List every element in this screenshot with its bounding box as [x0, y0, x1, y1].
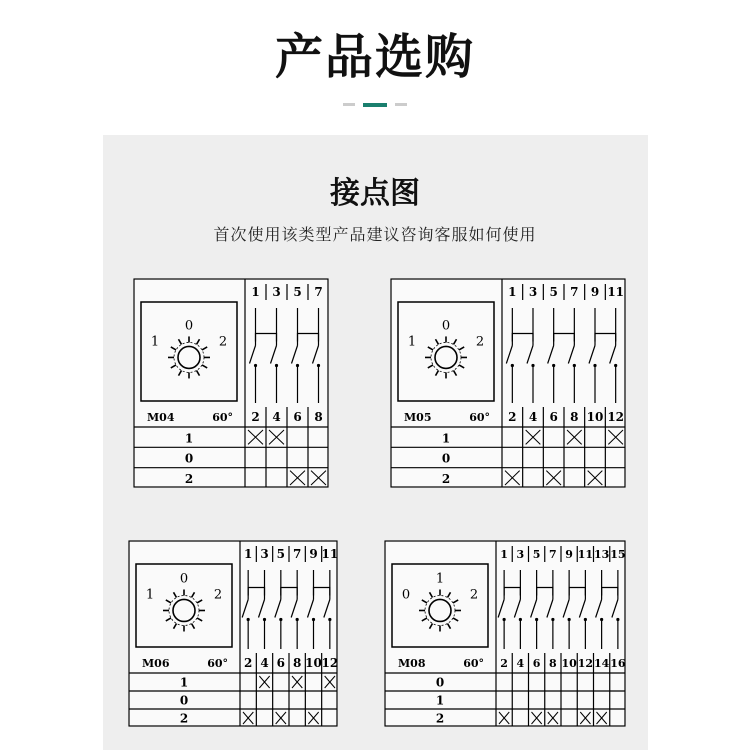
wiring-diagram-m06: [128, 540, 338, 727]
bottom-terminal-label: 4: [272, 410, 281, 424]
indicator-dot-active[interactable]: [363, 103, 387, 107]
bottom-terminal-label: 2: [251, 410, 260, 424]
diagram-border: [385, 541, 625, 726]
knob-tick: [448, 592, 451, 597]
contact-blade: [242, 600, 248, 618]
contact-blade: [531, 600, 537, 618]
knob-tick: [192, 623, 195, 628]
knob-tick: [171, 347, 176, 350]
position-label: 1: [407, 334, 417, 350]
rotary-knob: [173, 599, 195, 621]
position-label: 0: [441, 318, 451, 334]
rotary-knob: [435, 346, 457, 368]
contact-blade: [548, 346, 554, 364]
bottom-terminal-label: 16: [610, 657, 626, 670]
contact-terminal-dot: [503, 618, 506, 621]
bottom-terminal-label: 8: [570, 410, 579, 424]
contact-terminal-dot: [600, 618, 603, 621]
contact-bridge: [569, 588, 585, 596]
bottom-terminal-label: 4: [260, 656, 269, 670]
bottom-terminal-label: 14: [593, 657, 610, 670]
contact-blade: [259, 600, 265, 618]
top-terminal-label: 7: [570, 285, 579, 299]
top-terminal-label: 3: [528, 285, 538, 299]
row-label: 1: [441, 431, 451, 446]
top-terminal-label: 13: [593, 548, 610, 561]
top-terminal-label: 7: [314, 285, 323, 299]
bottom-terminal-label: 6: [549, 410, 558, 424]
dial-box: [141, 302, 237, 401]
contact-bridge: [281, 588, 297, 596]
model-label: M04: [147, 411, 175, 424]
contact-bridge: [256, 334, 277, 342]
contact-terminal-dot: [552, 364, 555, 367]
row-label: 1: [179, 675, 189, 690]
contact-terminal-dot: [275, 364, 278, 367]
knob-tick: [453, 600, 458, 603]
row-label: 2: [184, 471, 194, 486]
top-terminal-label: 9: [565, 548, 573, 561]
row-label: 2: [441, 471, 451, 486]
contact-blade: [568, 346, 574, 364]
bottom-terminal-label: 8: [549, 657, 557, 670]
bottom-terminal-label: 12: [577, 657, 594, 670]
knob-tick: [171, 365, 176, 368]
bottom-terminal-label: 6: [293, 410, 302, 424]
position-label: 1: [435, 571, 445, 587]
angle-label: 60°: [207, 657, 228, 670]
knob-tick: [166, 600, 171, 603]
contact-blade: [579, 600, 585, 618]
knob-tick: [430, 623, 433, 628]
top-terminal-label: 3: [516, 548, 525, 561]
bottom-terminal-label: 10: [586, 410, 604, 424]
contact-blade: [610, 346, 616, 364]
contact-blade: [514, 600, 520, 618]
row-label: 0: [435, 675, 445, 690]
wiring-diagram-m08: [384, 540, 626, 727]
knob-tick: [436, 370, 439, 375]
top-terminal-label: 5: [276, 547, 286, 561]
knob-tick: [197, 370, 200, 375]
knob-tick: [174, 592, 177, 597]
contact-terminal-dot: [535, 618, 538, 621]
contact-bridge: [602, 588, 618, 596]
knob-tick: [166, 618, 171, 621]
row-label: 2: [179, 711, 189, 726]
bottom-terminal-label: 6: [276, 656, 286, 670]
usage-notice: 首次使用该类型产品建议咨询客服如何使用: [213, 225, 537, 244]
top-terminal-label: 1: [500, 548, 508, 561]
bottom-terminal-label: 8: [314, 410, 323, 424]
top-terminal-label: 11: [607, 285, 625, 299]
bottom-terminal-label: 12: [321, 656, 338, 670]
contact-bridge: [314, 588, 330, 596]
contact-terminal-dot: [312, 618, 315, 621]
top-terminal-label: 3: [260, 547, 269, 561]
rotary-knob: [429, 599, 451, 621]
position-label: 0: [179, 571, 189, 587]
contact-blade: [313, 346, 319, 364]
bottom-terminal-label: 4: [528, 410, 538, 424]
knob-tick: [453, 618, 458, 621]
model-label: M08: [398, 657, 426, 670]
contact-bridge: [298, 334, 319, 342]
wiring-diagram-m04: [133, 278, 329, 488]
rotary-knob: [178, 346, 200, 368]
top-terminal-label: 15: [610, 548, 626, 561]
model-label: M06: [142, 657, 170, 670]
knob-tick: [436, 339, 439, 344]
top-terminal-label: 11: [321, 547, 338, 561]
position-label: 2: [213, 587, 223, 603]
angle-label: 60°: [212, 411, 233, 424]
position-label: 2: [218, 334, 228, 350]
knob-tick: [454, 339, 457, 344]
contact-blade: [547, 600, 553, 618]
knob-tick: [174, 623, 177, 628]
contact-terminal-dot: [263, 618, 266, 621]
contact-terminal-dot: [279, 618, 282, 621]
contact-terminal-dot: [511, 364, 514, 367]
top-terminal-label: 5: [532, 548, 541, 561]
knob-tick: [430, 592, 433, 597]
row-label: 0: [179, 693, 189, 708]
contact-blade: [527, 346, 533, 364]
contact-blade: [291, 600, 297, 618]
contact-terminal-dot: [551, 618, 554, 621]
contact-blade: [612, 600, 618, 618]
top-terminal-label: 11: [577, 548, 594, 561]
bottom-terminal-label: 4: [516, 657, 525, 670]
contact-bridge: [595, 334, 616, 342]
top-terminal-label: 5: [293, 285, 302, 299]
knob-tick: [459, 365, 464, 368]
knob-tick: [192, 592, 195, 597]
top-terminal-label: 7: [292, 547, 302, 561]
carousel-indicator: [0, 94, 750, 100]
contact-terminal-dot: [531, 364, 534, 367]
contact-terminal-dot: [568, 618, 571, 621]
wiring-diagram-m05: [390, 278, 626, 488]
contact-terminal-dot: [593, 364, 596, 367]
knob-tick: [428, 347, 433, 350]
contact-blade: [563, 600, 569, 618]
top-terminal-label: 9: [309, 547, 318, 561]
row-label: 1: [435, 693, 445, 708]
top-terminal-label: 5: [549, 285, 558, 299]
contact-terminal-dot: [317, 364, 320, 367]
knob-tick: [454, 370, 457, 375]
contact-terminal-dot: [254, 364, 257, 367]
contact-terminal-dot: [296, 364, 299, 367]
bottom-terminal-label: 10: [305, 656, 322, 670]
contact-blade: [498, 600, 504, 618]
knob-tick: [422, 618, 427, 621]
contact-blade: [292, 346, 298, 364]
contact-terminal-dot: [247, 618, 250, 621]
row-label: 2: [435, 711, 445, 726]
contact-bridge: [512, 334, 533, 342]
knob-tick: [459, 347, 464, 350]
knob-tick: [428, 365, 433, 368]
contact-terminal-dot: [296, 618, 299, 621]
bottom-terminal-label: 12: [607, 410, 625, 424]
page-title: 产品选购: [274, 29, 475, 85]
indicator-dot[interactable]: [343, 103, 355, 106]
knob-tick: [422, 600, 427, 603]
section-title: 接点图: [330, 176, 420, 211]
indicator-dot[interactable]: [395, 103, 407, 106]
row-label: 1: [184, 431, 194, 446]
contact-blade: [324, 600, 330, 618]
contact-bridge: [537, 588, 553, 596]
contact-blade: [506, 346, 512, 364]
knob-tick: [202, 365, 207, 368]
contact-blade: [589, 346, 595, 364]
contact-bridge: [504, 588, 520, 596]
bottom-terminal-label: 2: [508, 410, 517, 424]
contact-blade: [275, 600, 281, 618]
knob-tick: [197, 600, 202, 603]
contact-blade: [308, 600, 314, 618]
diagram-border: [134, 279, 328, 487]
knob-tick: [197, 339, 200, 344]
position-label: 0: [184, 318, 194, 334]
position-label: 1: [145, 587, 155, 603]
contact-blade: [271, 346, 277, 364]
contact-terminal-dot: [573, 364, 576, 367]
row-label: 0: [441, 451, 451, 466]
angle-label: 60°: [463, 657, 484, 670]
top-terminal-label: 9: [590, 285, 600, 299]
knob-tick: [179, 370, 182, 375]
row-label: 0: [184, 451, 194, 466]
position-label: 1: [150, 334, 160, 350]
bottom-terminal-label: 8: [292, 656, 302, 670]
dial-box: [398, 302, 494, 401]
contact-terminal-dot: [328, 618, 331, 621]
position-label: 0: [401, 587, 411, 603]
bottom-terminal-label: 6: [532, 657, 541, 670]
contact-terminal-dot: [584, 618, 587, 621]
bottom-terminal-label: 2: [243, 656, 253, 670]
bottom-terminal-label: 10: [561, 657, 577, 670]
position-label: 2: [475, 334, 485, 350]
diagram-border: [391, 279, 625, 487]
top-terminal-label: 1: [508, 285, 517, 299]
top-terminal-label: 7: [549, 548, 557, 561]
contact-terminal-dot: [614, 364, 617, 367]
top-terminal-label: 1: [243, 547, 253, 561]
contact-bridge: [554, 334, 575, 342]
bottom-terminal-label: 2: [500, 657, 508, 670]
angle-label: 60°: [469, 411, 490, 424]
knob-tick: [179, 339, 182, 344]
contact-blade: [250, 346, 256, 364]
contact-terminal-dot: [616, 618, 619, 621]
top-terminal-label: 3: [272, 285, 281, 299]
contact-blade: [596, 600, 602, 618]
position-label: 2: [469, 587, 479, 603]
knob-tick: [448, 623, 451, 628]
knob-tick: [202, 347, 207, 350]
knob-tick: [197, 618, 202, 621]
contact-terminal-dot: [519, 618, 522, 621]
contact-bridge: [248, 588, 264, 596]
model-label: M05: [404, 411, 432, 424]
top-terminal-label: 1: [251, 285, 260, 299]
